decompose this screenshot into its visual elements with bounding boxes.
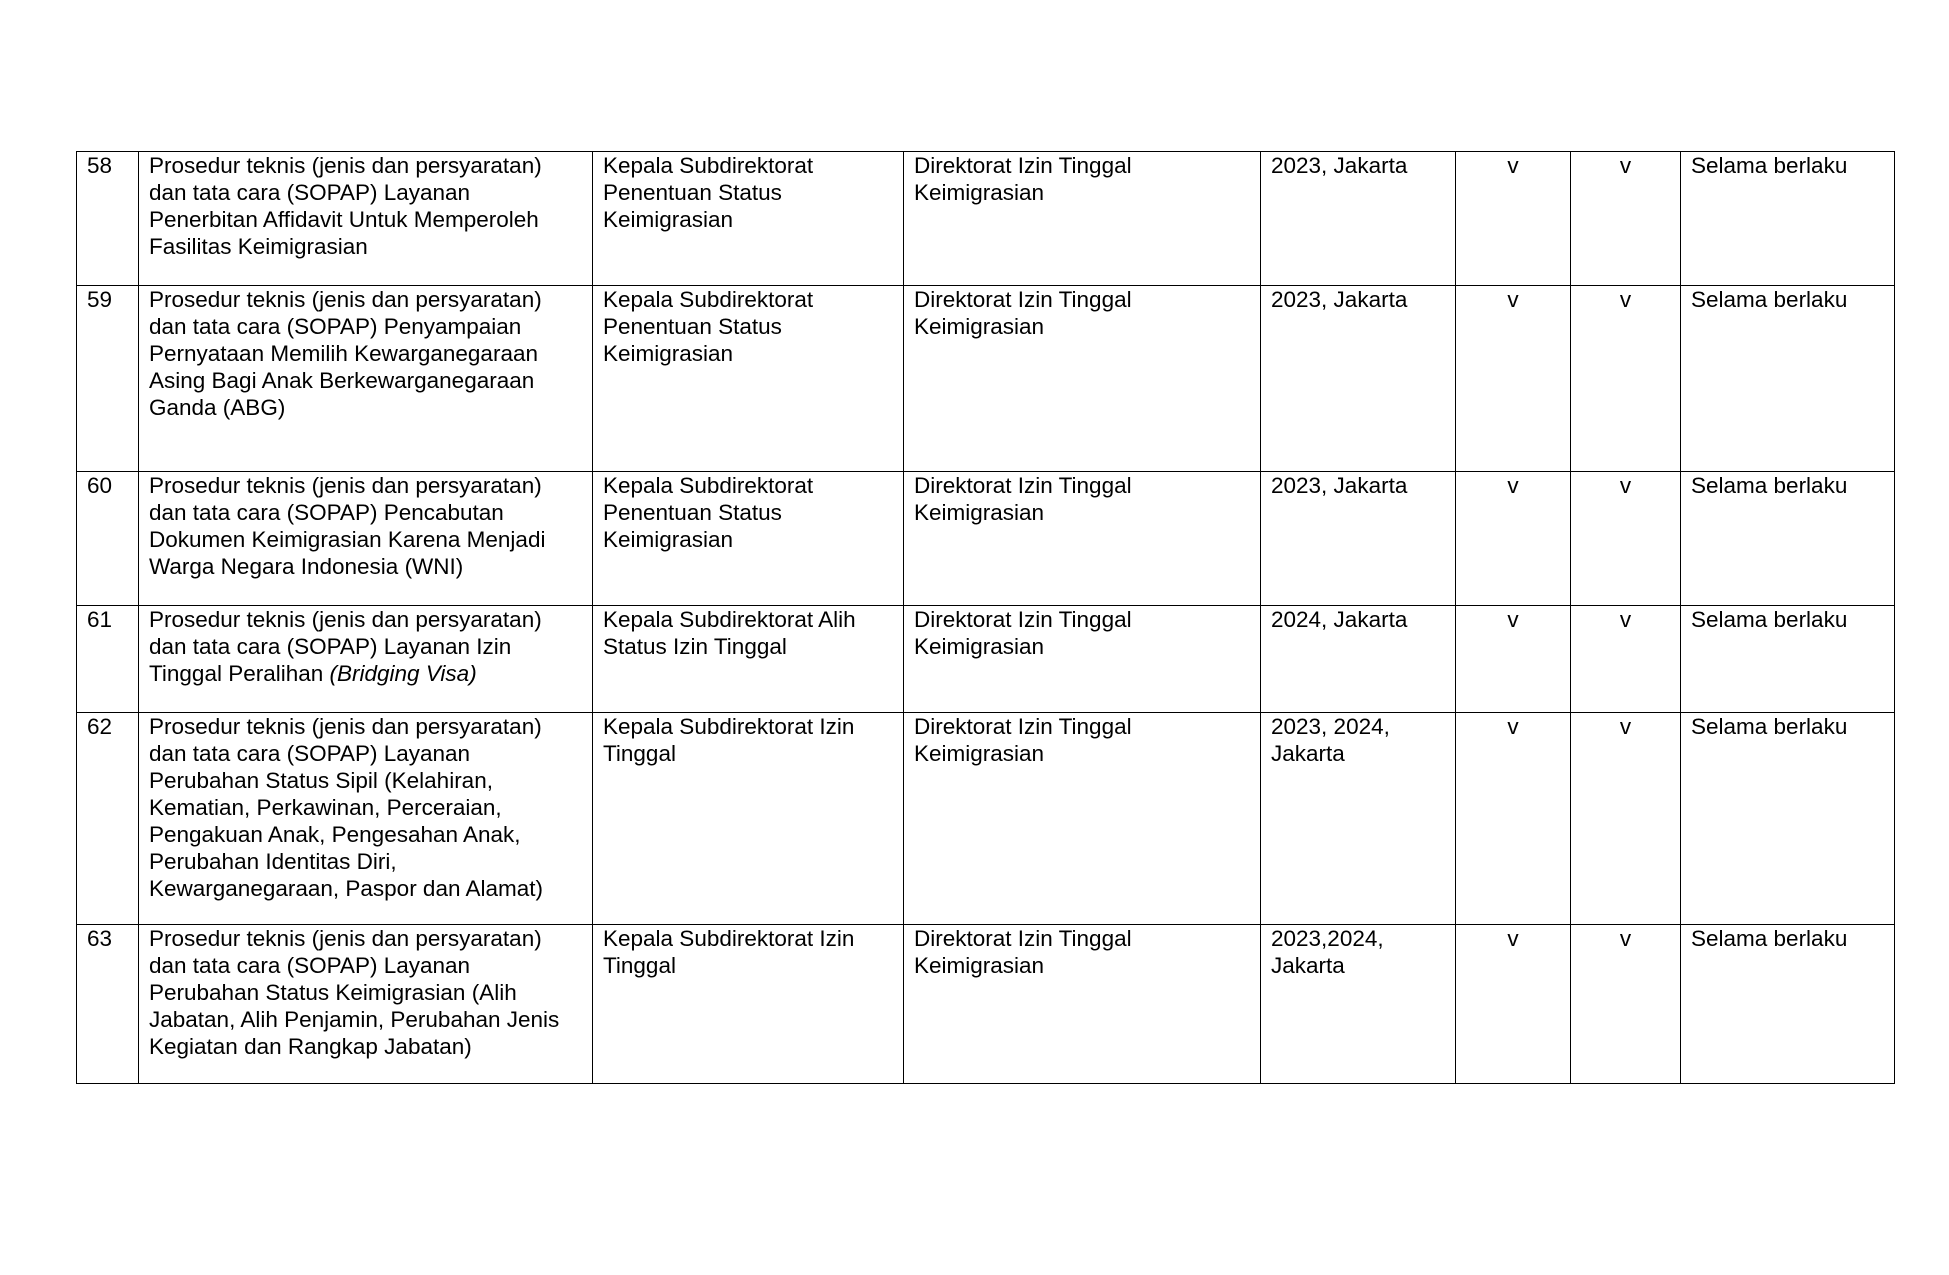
- row-retention: Selama berlaku: [1681, 606, 1895, 713]
- description-text: Prosedur teknis (jenis dan persyaratan) dan tata cara (SOPAP) Penyampaian Pernyataan Memilih Kewarganegaraan Asing Bagi Anak Berkewarganegaraan Ganda (ABG): [149, 287, 542, 420]
- description-text: Prosedur teknis (jenis dan persyaratan) dan tata cara (SOPAP) Layanan Perubahan Status Sipil (Kelahiran, Kematian, Perkawinan, Perceraian, Pengakuan Anak, Pengesahan Anak, Perubahan Identitas Diri, Kewarganegaraan, Paspor dan Alamat): [149, 714, 544, 901]
- row-number: 62: [77, 713, 139, 925]
- row-retention: Selama berlaku: [1681, 925, 1895, 1084]
- row-retention: Selama berlaku: [1681, 152, 1895, 286]
- row-unit: Direktorat Izin Tinggal Keimigrasian: [904, 152, 1261, 286]
- table-row: [77, 152, 1895, 286]
- description-text: Prosedur teknis (jenis dan persyaratan) dan tata cara (SOPAP) Layanan Penerbitan Affidavit Untuk Memperoleh Fasilitas Keimigrasian: [149, 153, 542, 259]
- row-unit: Direktorat Izin Tinggal Keimigrasian: [904, 606, 1261, 713]
- row-year-place: 2024, Jakarta: [1261, 606, 1456, 713]
- row-unit: Direktorat Izin Tinggal Keimigrasian: [904, 472, 1261, 606]
- table-row: [77, 925, 1895, 1084]
- row-check-1: v: [1456, 286, 1571, 472]
- row-unit: Direktorat Izin Tinggal Keimigrasian: [904, 925, 1261, 1084]
- row-description: [139, 472, 593, 606]
- row-check-1: v: [1456, 606, 1571, 713]
- description-text: Prosedur teknis (jenis dan persyaratan) dan tata cara (SOPAP) Layanan Izin Tinggal Peralihan: [149, 607, 542, 686]
- row-year-place: 2023, Jakarta: [1261, 286, 1456, 472]
- row-number: 61: [77, 606, 139, 713]
- row-check-2: v: [1571, 606, 1681, 713]
- table-row: [77, 713, 1895, 925]
- row-responsible: Kepala Subdirektorat Izin Tinggal: [593, 925, 904, 1084]
- row-number: 58: [77, 152, 139, 286]
- row-year-place: 2023, 2024, Jakarta: [1261, 713, 1456, 925]
- row-year-place: 2023, Jakarta: [1261, 472, 1456, 606]
- row-description: [139, 286, 593, 472]
- row-retention: Selama berlaku: [1681, 286, 1895, 472]
- row-responsible: Kepala Subdirektorat Alih Status Izin Tinggal: [593, 606, 904, 713]
- row-description: [139, 606, 593, 713]
- row-description: [139, 925, 593, 1084]
- row-check-2: v: [1571, 472, 1681, 606]
- row-check-2: v: [1571, 925, 1681, 1084]
- row-check-1: v: [1456, 925, 1571, 1084]
- description-text: Prosedur teknis (jenis dan persyaratan) dan tata cara (SOPAP) Layanan Perubahan Status Keimigrasian (Alih Jabatan, Alih Penjamin, Perubahan Jenis Kegiatan dan Rangkap Jabatan): [149, 926, 560, 1059]
- row-responsible: Kepala Subdirektorat Penentuan Status Keimigrasian: [593, 472, 904, 606]
- description-italic-text: (Bridging Visa): [329, 661, 477, 686]
- row-description: [139, 713, 593, 925]
- row-responsible: Kepala Subdirektorat Penentuan Status Keimigrasian: [593, 286, 904, 472]
- table-row: [77, 286, 1895, 472]
- row-number: 60: [77, 472, 139, 606]
- table-row: [77, 606, 1895, 713]
- row-description: [139, 152, 593, 286]
- row-number: 59: [77, 286, 139, 472]
- row-year-place: 2023, Jakarta: [1261, 152, 1456, 286]
- row-check-2: v: [1571, 286, 1681, 472]
- row-unit: Direktorat Izin Tinggal Keimigrasian: [904, 713, 1261, 925]
- row-year-place: 2023,2024, Jakarta: [1261, 925, 1456, 1084]
- row-check-2: v: [1571, 152, 1681, 286]
- row-retention: Selama berlaku: [1681, 472, 1895, 606]
- row-check-1: v: [1456, 152, 1571, 286]
- row-number: 63: [77, 925, 139, 1084]
- row-responsible: Kepala Subdirektorat Izin Tinggal: [593, 713, 904, 925]
- description-text: Prosedur teknis (jenis dan persyaratan) dan tata cara (SOPAP) Pencabutan Dokumen Keimigrasian Karena Menjadi Warga Negara Indonesia (WNI): [149, 473, 546, 579]
- row-check-1: v: [1456, 472, 1571, 606]
- row-responsible: Kepala Subdirektorat Penentuan Status Keimigrasian: [593, 152, 904, 286]
- row-check-2: v: [1571, 713, 1681, 925]
- table-row: [77, 472, 1895, 606]
- row-unit: Direktorat Izin Tinggal Keimigrasian: [904, 286, 1261, 472]
- row-retention: Selama berlaku: [1681, 713, 1895, 925]
- document-table: [76, 151, 1895, 1084]
- row-check-1: v: [1456, 713, 1571, 925]
